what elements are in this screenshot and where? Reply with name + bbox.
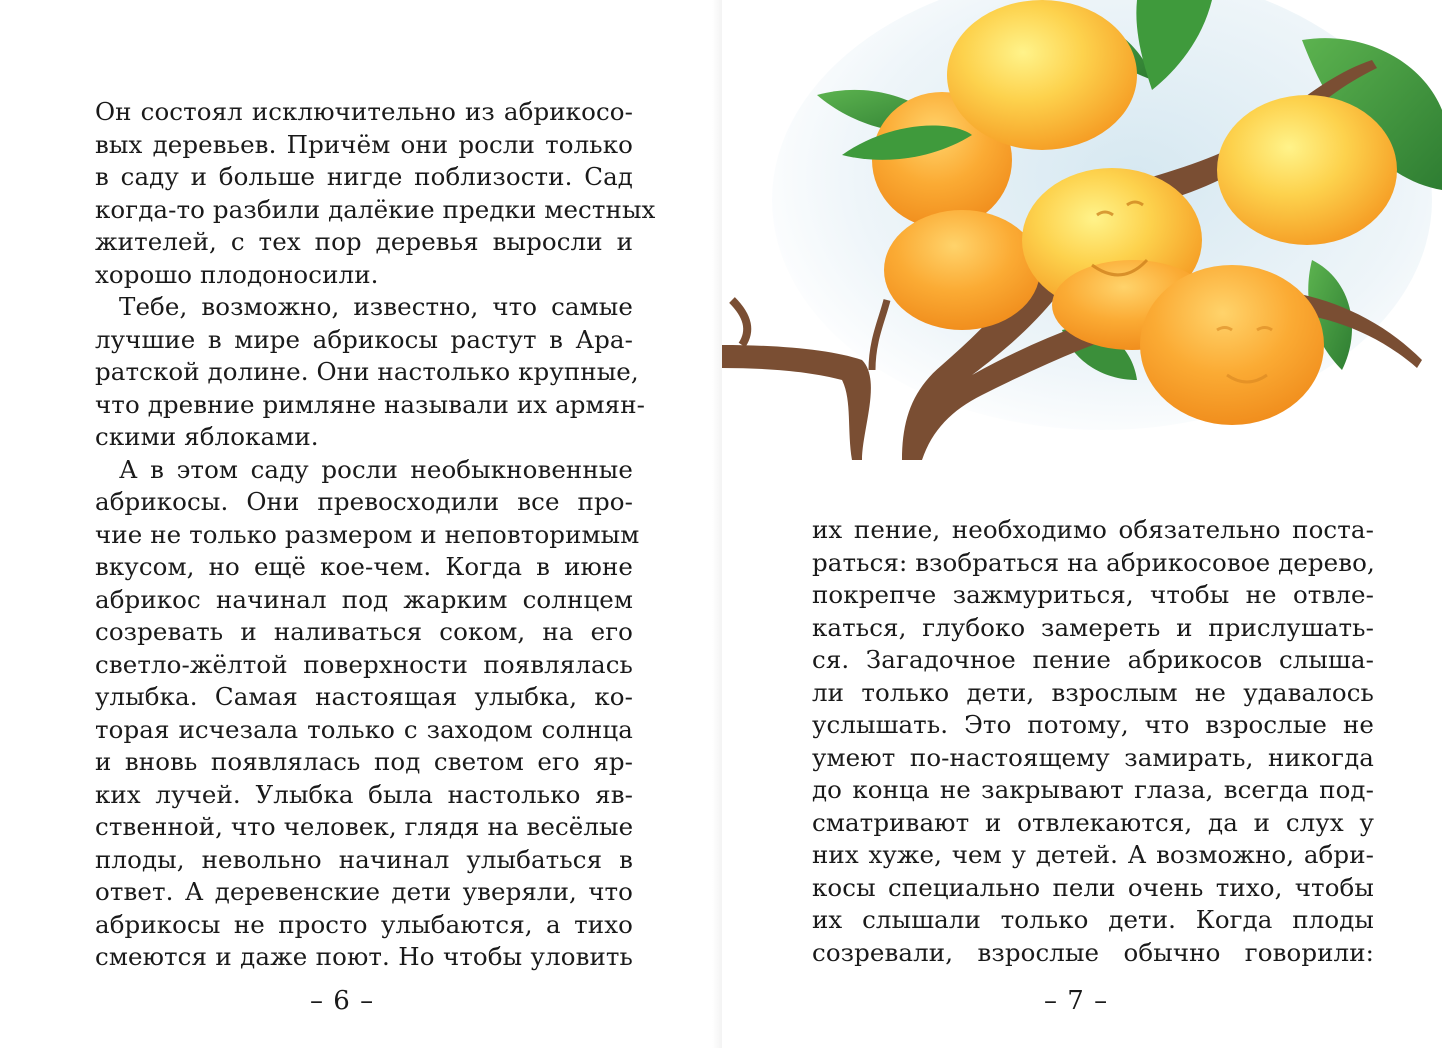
text-line: улыбка. Самая настоящая улыбка, ко-	[95, 682, 633, 711]
page-number-left: – 6 –	[310, 986, 375, 1016]
text-line: сматривают и отвлекаются, да и слух у	[812, 807, 1374, 837]
text-line: Он состоял исключительно из абрикосо-	[95, 97, 633, 126]
text-line: торая исчезала только с заходом солнца	[95, 714, 633, 744]
text-line: ратской долине. Они настолько крупные,	[95, 357, 639, 386]
text-line: хорошо плодоносили.	[95, 259, 379, 289]
text-line: вкусом, но ещё кое-чем. Когда в июне	[95, 552, 633, 581]
text-line: ли только дети, взрослым не удавалось	[812, 677, 1374, 707]
text-line: смеются и даже поют. Но чтобы уловить	[95, 942, 633, 971]
text-line: услышать. Это потому, что взрослые не	[812, 710, 1374, 739]
text-line: абрикосы не просто улыбаются, а тихо	[95, 909, 633, 939]
text-line: и вновь появлялась под светом его яр-	[95, 747, 633, 776]
text-line: когда-то разбили далёкие предки местных	[95, 194, 656, 224]
text-line: ких лучей. Улыбка была настолько яв-	[95, 779, 633, 809]
text-line: ся. Загадочное пение абрикосов слыша-	[812, 645, 1374, 674]
text-line: А в этом саду росли необыкновенные	[119, 454, 633, 484]
twig-shape	[732, 300, 747, 345]
text-line: их слышали только дети. Когда плоды	[812, 905, 1374, 934]
text-line: скими яблоками.	[95, 422, 319, 451]
text-line: до конца не закрывают глаза, всегда под-	[812, 775, 1374, 804]
text-line: их пение, необходимо обязательно поста-	[812, 515, 1374, 544]
text-line: умеют по-настоящему замирать, никогда	[812, 742, 1374, 772]
text-line: абрикосы. Они превосходили все про-	[95, 487, 633, 516]
left-page	[0, 0, 722, 1048]
text-line: плоды, невольно начинал улыбаться в	[95, 844, 633, 874]
apricot-branch-illustration	[722, 0, 1445, 470]
text-line: что древние римляне называли их армян-	[95, 389, 646, 419]
text-line: чие не только размером и неповторимым	[95, 519, 640, 549]
text-line: покрепче зажмуриться, чтобы не отвле-	[812, 580, 1374, 609]
text-line: созревать и наливаться соком, на его	[95, 617, 633, 646]
text-line: каться, глубоко замереть и прислушать-	[812, 612, 1374, 642]
text-line: абрикос начинал под жарким солнцем	[95, 584, 633, 614]
text-line: светло-жёлтой поверхности появлялась	[95, 649, 633, 679]
text-line: косы специально пели очень тихо, чтобы	[812, 872, 1374, 902]
right-page-text	[812, 514, 1374, 969]
right-page	[722, 0, 1445, 1048]
apricot-fruit	[947, 0, 1137, 150]
text-line: в саду и больше нигде поблизости. Сад	[95, 162, 633, 191]
apricot-fruit	[1140, 265, 1324, 425]
apricot-fruit	[884, 210, 1040, 330]
text-line: лучшие в мире абрикосы растут в Ара-	[95, 324, 633, 354]
text-line: созревали, взрослые обычно говорили:	[812, 937, 1374, 967]
text-line: Тебе, возможно, известно, что самые	[119, 292, 633, 321]
apricot-fruit	[1217, 95, 1397, 245]
text-line: ответ. А деревенские дети уверяли, что	[95, 877, 633, 906]
page-number-right: – 7 –	[1044, 986, 1109, 1016]
text-line: вых деревьев. Причём они росли только	[95, 129, 633, 159]
text-line: жителей, с тех пор деревья выросли и	[95, 227, 633, 256]
left-page-text	[95, 96, 656, 974]
text-line: ственной, что человек, глядя на весёлые	[95, 812, 634, 841]
text-line: них хуже, чем у детей. А возможно, абри-	[812, 840, 1374, 869]
text-line: раться: взобраться на абрикосовое дерево,	[812, 547, 1375, 577]
